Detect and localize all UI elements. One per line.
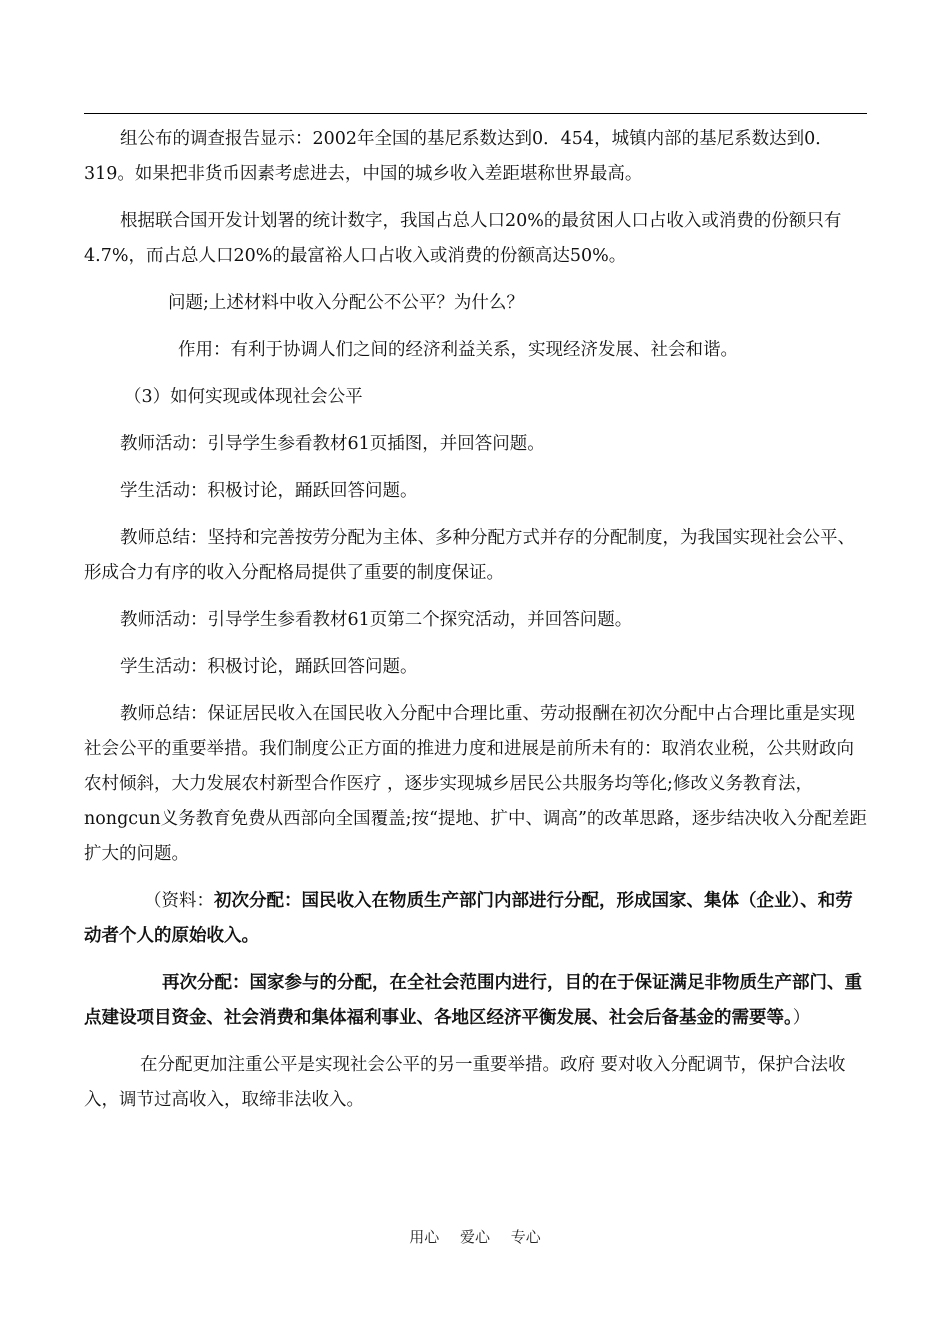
- material-suffix: ）: [792, 1008, 811, 1028]
- paragraph-undp-statistics: 根据联合国开发计划署的统计数字，我国占总人口20%的最贫困人口占收入或消费的份额只有4.7%，而占总人口20%的最富裕人口占收入或消费的份额高达50%。: [84, 211, 842, 266]
- page-footer: [0, 1226, 950, 1247]
- paragraph-teacher-summary-1: 教师总结：坚持和完善按劳分配为主体、多种分配方式并存的分配制度，为我国实现社会公平、形成合力有序的收入分配格局提供了重要的制度保证。: [84, 528, 855, 583]
- paragraph-primary-distribution: [84, 884, 867, 954]
- paragraph-teacher-activity-1: 教师活动：引导学生参看教材61页插图，并回答问题。: [120, 434, 545, 454]
- paragraph-student-activity-2: 学生活动：积极讨论，踊跃回答问题。: [120, 657, 418, 677]
- paragraph-gini-report: 组公布的调查报告显示：2002年全国的基尼系数达到0．454，城镇内部的基尼系数达到0．319。如果把非货币因素考虑进去，中国的城乡收入差距堪称世界最高。: [84, 129, 833, 184]
- document-body: [84, 122, 867, 1118]
- section-heading-3: （3）如何实现或体现社会公平: [124, 387, 363, 407]
- paragraph-teacher-activity-2: 教师活动：引导学生参看教材61页第二个探究活动，并回答问题。: [120, 610, 633, 630]
- paragraph-teacher-summary-2: 教师总结：保证居民收入在国民收入分配中合理比重、劳动报酬在初次分配中占合理比重是实现社会公平的重要举措。我们制度公正方面的推进力度和进展是前所未有的：取消农业税，公共财政向农村倾斜，大力发展农村新型合作医疗 ，逐步实现城乡居民公共服务均等化;修改义务教育法，nongcun义务教育免费从西部向全国覆盖;按“提地、扩中、调高”的改革思路，逐步结决收入分配差距扩大的问题。: [84, 704, 867, 864]
- paragraph-student-activity-1: 学生活动：积极讨论，踊跃回答问题。: [120, 481, 418, 501]
- footer-word-2: 爱心: [459, 1228, 490, 1246]
- paragraph-fairness-measure: 在分配更加注重公平是实现社会公平的另一重要举措。政府 要对收入分配调节，保护合法收入，调节过高收入，取缔非法收入。: [84, 1055, 846, 1110]
- redistribution-text: 再次分配：国家参与的分配，在全社会范围内进行，目的在于保证满足非物质生产部门、重点建设项目资金、社会消费和集体福利事业、各地区经济平衡发展、社会后备基金的需要等。: [84, 973, 862, 1028]
- primary-distribution-text: 初次分配：国民收入在物质生产部门内部进行分配，形成国家、集体（企业）、和劳动者个人的原始收入。: [84, 891, 853, 946]
- header-rule: [84, 113, 867, 114]
- paragraph-redistribution: [84, 966, 867, 1036]
- paragraph-question: 问题;上述材料中收入分配公不公平？为什么？: [168, 293, 524, 313]
- footer-word-3: 专心: [510, 1228, 541, 1246]
- material-prefix: （资料：: [144, 891, 214, 911]
- paragraph-function: 作用：有利于协调人们之间的经济利益关系，实现经济发展、社会和谐。: [178, 340, 738, 360]
- footer-word-1: 用心: [409, 1228, 440, 1246]
